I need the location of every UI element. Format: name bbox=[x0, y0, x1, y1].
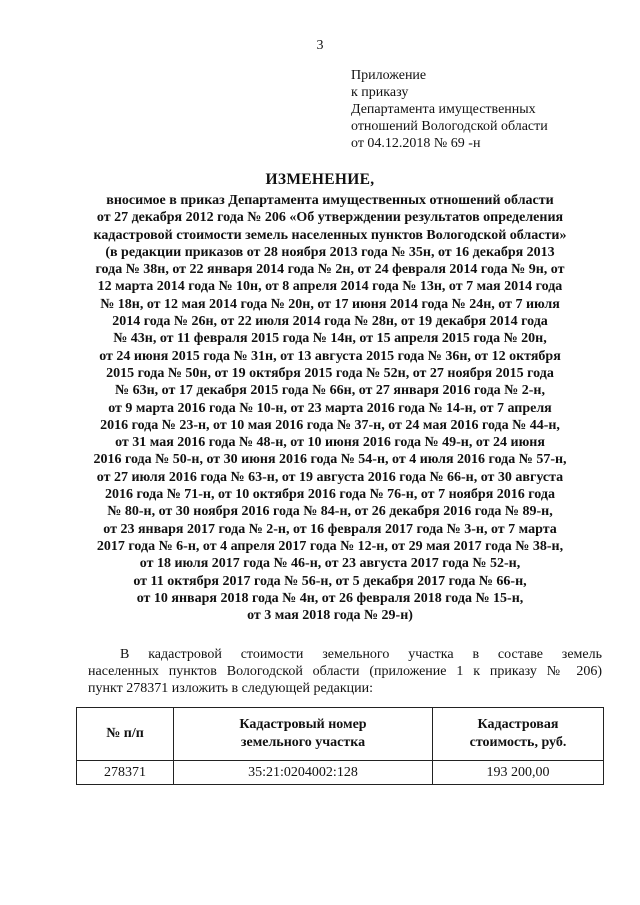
table-header-row bbox=[77, 708, 604, 761]
appendix-line: Приложение bbox=[351, 68, 427, 83]
heading-line: 2016 года № 50-н, от 30 июня 2016 года № 54-н, от 4 июля 2016 года № 57-н, bbox=[93, 452, 567, 468]
heading-line: года № 38н, от 22 января 2014 года № 2н, от 24 февраля 2014 года № 9н, от bbox=[95, 262, 565, 278]
heading-line: 2017 года № 6-н, от 4 апреля 2017 года № 12-н, от 29 мая 2017 года № 38-н, bbox=[96, 538, 564, 554]
heading-line: от 31 мая 2016 года № 48-н, от 10 июня 2016 года № 49-н, от 24 июня bbox=[115, 435, 545, 451]
appendix-line: Департамента имущественных bbox=[351, 102, 536, 117]
heading-line: 2015 года № 50н, от 19 октября 2015 года № 52н, от 27 ноября 2015 года bbox=[106, 365, 554, 381]
appendix-block bbox=[351, 67, 548, 152]
cell-cost: 193 200,00 bbox=[433, 761, 604, 785]
heading-line: от 9 марта 2016 года № 10-н, от 23 марта 2016 года № 14-н, от 7 апреля bbox=[108, 400, 552, 416]
header-cadastral-number bbox=[174, 708, 433, 761]
heading-line: 2016 года № 71-н, от 10 октября 2016 года № 76-н, от 7 ноября 2016 года bbox=[105, 487, 555, 503]
header-cost-line: стоимость, руб. bbox=[469, 735, 567, 750]
heading-line: (в редакции приказов от 28 ноября 2013 года № 35н, от 16 декабря 2013 bbox=[105, 244, 555, 260]
heading-line: от 27 декабря 2012 года № 206 «Об утверждении результатов определения bbox=[96, 210, 564, 226]
appendix-line: от 04.12.2018 № 69 -н bbox=[351, 136, 481, 151]
header-cost bbox=[433, 708, 604, 761]
heading-line: 2016 года № 23-н, от 10 мая 2016 года № 37-н, от 24 мая 2016 года № 44-н, bbox=[100, 417, 560, 433]
amendment-heading bbox=[60, 192, 600, 624]
heading-line: 2014 года № 26н, от 22 июля 2014 года № 28н, от 19 декабря 2014 года bbox=[112, 314, 548, 330]
body-paragraph bbox=[88, 646, 602, 697]
body-line: населенных пунктов Вологодской области (приложение 1 к приказу № 206) bbox=[88, 664, 602, 679]
document-title: ИЗМЕНЕНИЕ, bbox=[265, 171, 375, 188]
header-cadastral-line: земельного участка bbox=[240, 735, 366, 750]
cell-number: 278371 bbox=[77, 761, 174, 785]
heading-line: № 18н, от 12 мая 2014 года № 20н, от 17 июня 2014 года № 24н, от 7 июля bbox=[100, 296, 560, 312]
heading-line: от 27 июля 2016 года № 63-н, от 19 августа 2016 года № 66-н, от 30 августа bbox=[96, 469, 564, 485]
heading-line: № 63н, от 17 декабря 2015 года № 66н, от 27 января 2016 года № 2-н, bbox=[115, 383, 545, 399]
table-row bbox=[77, 761, 604, 785]
heading-line: № 43н, от 11 февраля 2015 года № 14н, от 15 апреля 2015 года № 20н, bbox=[113, 331, 547, 347]
header-number-label: № п/п bbox=[106, 726, 144, 741]
heading-line: от 23 января 2017 года № 2-н, от 16 февраля 2017 года № 3-н, от 7 марта bbox=[103, 521, 557, 537]
heading-line: от 24 июня 2015 года № 31н, от 13 августа 2015 года № 36н, от 12 октября bbox=[99, 348, 561, 364]
appendix-line: к приказу bbox=[351, 85, 409, 100]
heading-line: от 3 мая 2018 года № 29-н) bbox=[247, 608, 413, 624]
heading-line: от 18 июля 2017 года № 46-н, от 23 августа 2017 года № 52-н, bbox=[139, 556, 521, 572]
heading-line: от 11 октября 2017 года № 56-н, от 5 декабря 2017 года № 66-н, bbox=[133, 573, 527, 589]
header-cadastral-line: Кадастровый номер bbox=[239, 717, 367, 732]
heading-line: 12 марта 2014 года № 10н, от 8 апреля 2014 года № 13н, от 7 мая 2014 года bbox=[97, 279, 563, 295]
page-number: 3 bbox=[316, 38, 324, 53]
appendix-line: отношений Вологодской области bbox=[351, 119, 548, 134]
heading-line: кадастровой стоимости земель населенных пунктов Вологодской области» bbox=[93, 227, 567, 243]
body-line: пункт 278371 изложить в следующей редакции: bbox=[88, 681, 373, 696]
header-cost-line: Кадастровая bbox=[477, 717, 559, 732]
cadastral-table bbox=[76, 707, 604, 785]
header-number bbox=[77, 708, 174, 761]
body-line: В кадастровой стоимости земельного участка в составе земель bbox=[120, 647, 602, 662]
cell-cadastral-number: 35:21:0204002:128 bbox=[174, 761, 433, 785]
heading-line: № 80-н, от 30 ноября 2016 года № 84-н, от 26 декабря 2016 года № 89-н, bbox=[107, 504, 553, 520]
heading-line: от 10 января 2018 года № 4н, от 26 февраля 2018 года № 15-н, bbox=[136, 590, 524, 606]
heading-line: вносимое в приказ Департамента имущественных отношений области bbox=[106, 193, 554, 208]
